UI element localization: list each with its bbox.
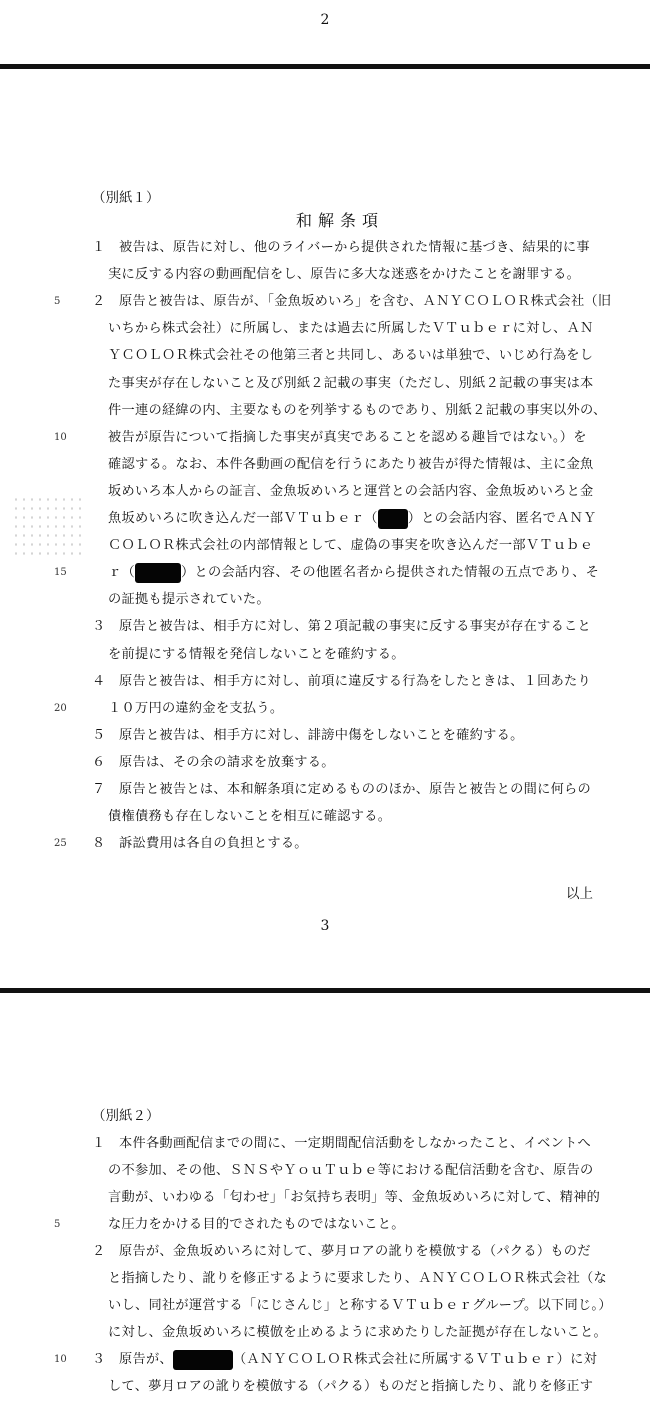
line-text: 被告が原告について指摘した事実が真実であることを認める趣旨ではない。）を <box>108 429 587 445</box>
text-line <box>0 1265 650 1291</box>
line-text-part: 魚坂めいろに吹き込んだ一部ＶＴｕｂｅｒ（ <box>108 511 378 526</box>
text-line <box>0 1130 650 1156</box>
redaction-block <box>135 563 181 583</box>
text-line <box>0 288 650 314</box>
text-line <box>0 586 650 612</box>
line-text: な圧力をかける目的でされたものではないこと。 <box>108 1217 405 1232</box>
page-divider <box>0 988 650 993</box>
line-text: ２ 原告と被告は、原告が、「金魚坂めいろ」を含む、ＡＮＹＣＯＬＯＲ株式会社（旧 <box>92 294 612 310</box>
text-line <box>0 641 650 667</box>
text-line <box>0 803 650 829</box>
line-number: 5 <box>54 1219 61 1230</box>
line-text <box>108 507 597 529</box>
attached-sheet-1-label: （別紙１） <box>92 190 160 206</box>
text-line <box>0 397 650 423</box>
line-text: ＹＣＯＬＯＲ株式会社その他第三者と共同し、あるいは単独で、いじめ行為をし <box>108 348 594 364</box>
line-text: 実に反する内容の動画配信をし、原告に多大な迷惑をかけたことを謝罪する。 <box>108 267 581 283</box>
text-line <box>0 613 650 639</box>
text-line <box>0 505 650 531</box>
line-text: 坂めいろ本人からの証言、金魚坂めいろと運営との会話内容、金魚坂めいろと金 <box>108 483 594 499</box>
text-line <box>0 234 650 260</box>
text-line <box>0 722 650 748</box>
line-text-part: ｒ（ <box>108 565 135 581</box>
attached-sheet-2-label: （別紙２） <box>92 1108 160 1124</box>
line-text: １ 本件各動画配信までの間に、一定期間配信活動をしなかったこと、イベントへ <box>92 1136 592 1151</box>
text-line <box>0 1292 650 1318</box>
text-line <box>0 315 650 341</box>
line-text: 債権債務も存在しないことを相互に確認する。 <box>108 809 392 825</box>
redaction-block <box>173 1350 233 1370</box>
line-text: 確認する。なお、本件各動画の配信を行うにあたり被告が得た情報は、主に金魚 <box>108 456 594 472</box>
text-line <box>0 1373 650 1399</box>
text-line <box>0 1157 650 1183</box>
line-text-part: ３ 原告が、 <box>92 1352 173 1367</box>
line-text: ７ 原告と被告とは、本和解条項に定めるもののほか、原告と被告との間に何らの <box>92 782 592 797</box>
line-text-part: ）との会話内容、その他匿名者から提供された情報の五点であり、そ <box>180 565 600 581</box>
redaction-block <box>378 509 408 529</box>
line-text: ５ 原告と被告は、相手方に対し、誹謗中傷をしないことを確約する。 <box>92 727 524 743</box>
text-line <box>0 695 650 721</box>
line-text: １ 被告は、原告に対し、他のライバーから提供された情報に基づき、結果的に事 <box>92 240 590 255</box>
text-line <box>0 1184 650 1210</box>
text-line <box>0 451 650 477</box>
page-number-top: 2 <box>320 12 330 28</box>
text-line <box>0 424 650 450</box>
text-line <box>0 532 650 558</box>
line-text: ４ 原告と被告は、相手方に対し、前項に違反する行為をしたときは、１回あたり <box>92 673 592 689</box>
line-text: １０万円の違約金を支払う。 <box>108 700 284 716</box>
settlement-title: 和解条項 <box>296 211 385 230</box>
line-number: 15 <box>54 567 67 579</box>
line-text-part: ）との会話内容、匿名でＡＮＹ <box>407 511 597 526</box>
text-line <box>0 1319 650 1345</box>
text-line <box>0 1346 650 1372</box>
text-line <box>0 478 650 504</box>
line-text: ＣＯＬＯＲ株式会社の内部情報として、虚偽の事実を吹き込んだ一部ＶＴｕｂｅ <box>108 538 594 554</box>
line-text: と指摘したり、訛りを修正するように要求したり、ＡＮＹＣＯＬＯＲ株式会社（な <box>108 1271 608 1286</box>
line-text <box>108 561 599 583</box>
text-line <box>0 370 650 396</box>
line-text <box>92 1348 597 1370</box>
line-number: 10 <box>54 1354 67 1365</box>
line-number: 5 <box>54 296 61 308</box>
line-text: た事実が存在しないこと及び別紙２記載の事実（ただし、別紙２記載の事実は本 <box>108 375 594 391</box>
text-line <box>0 776 650 802</box>
text-line <box>0 749 650 775</box>
line-text: の証拠も提示されていた。 <box>108 592 270 608</box>
line-text: 件一連の経緯の内、主要なものを列挙するものであり、別紙２記載の事実以外の、 <box>108 402 607 418</box>
text-line <box>0 830 650 856</box>
text-line <box>0 261 650 287</box>
line-text-part: （ＡＮＹＣＯＬＯＲ株式会社に所属するＶＴｕｂｅｒ）に対 <box>232 1352 598 1367</box>
line-text: いちから株式会社）に所属し、または過去に所属したＶＴｕｂｅｒに対し、ＡＮ <box>108 321 594 337</box>
closing-mark: 以上 <box>566 886 593 902</box>
text-line <box>0 1238 650 1264</box>
line-text: に対し、金魚坂めいろに模倣を止めるように求めたりした証拠が存在しないこと。 <box>108 1325 608 1340</box>
text-line <box>0 668 650 694</box>
text-line <box>0 559 650 585</box>
text-line <box>0 1211 650 1237</box>
line-text: して、夢月ロアの訛りを模倣する（パクる）ものだと指摘したり、訛りを修正す <box>108 1379 594 1394</box>
line-text: ６ 原告は、その余の請求を放棄する。 <box>92 754 335 770</box>
line-number: 10 <box>54 431 67 443</box>
line-text: ８ 訴訟費用は各自の負担とする。 <box>92 836 308 852</box>
page-divider <box>0 64 650 69</box>
line-text: ２ 原告が、金魚坂めいろに対して、夢月ロアの訛りを模倣する（パクる）ものだ <box>92 1244 591 1259</box>
line-number: 20 <box>54 702 67 714</box>
line-text: 言動が、いわゆる「匂わせ」「お気持ち表明」等、金魚坂めいろに対して、精神的 <box>108 1190 601 1205</box>
line-text: を前提にする情報を発信しないことを確約する。 <box>108 646 405 662</box>
text-line <box>0 342 650 368</box>
line-number: 25 <box>54 838 67 850</box>
line-text: の不参加、その他、ＳＮＳやＹｏｕＴｕｂｅ等における配信活動を含む、原告の <box>108 1163 594 1178</box>
line-text: ３ 原告と被告は、相手方に対し、第２項記載の事実に反する事実が存在すること <box>92 619 592 635</box>
page-number-middle: 3 <box>320 918 330 934</box>
line-text: いし、同社が運営する「にじさんじ」と称するＶＴｕｂｅｒグループ。以下同じ。） <box>108 1298 612 1313</box>
